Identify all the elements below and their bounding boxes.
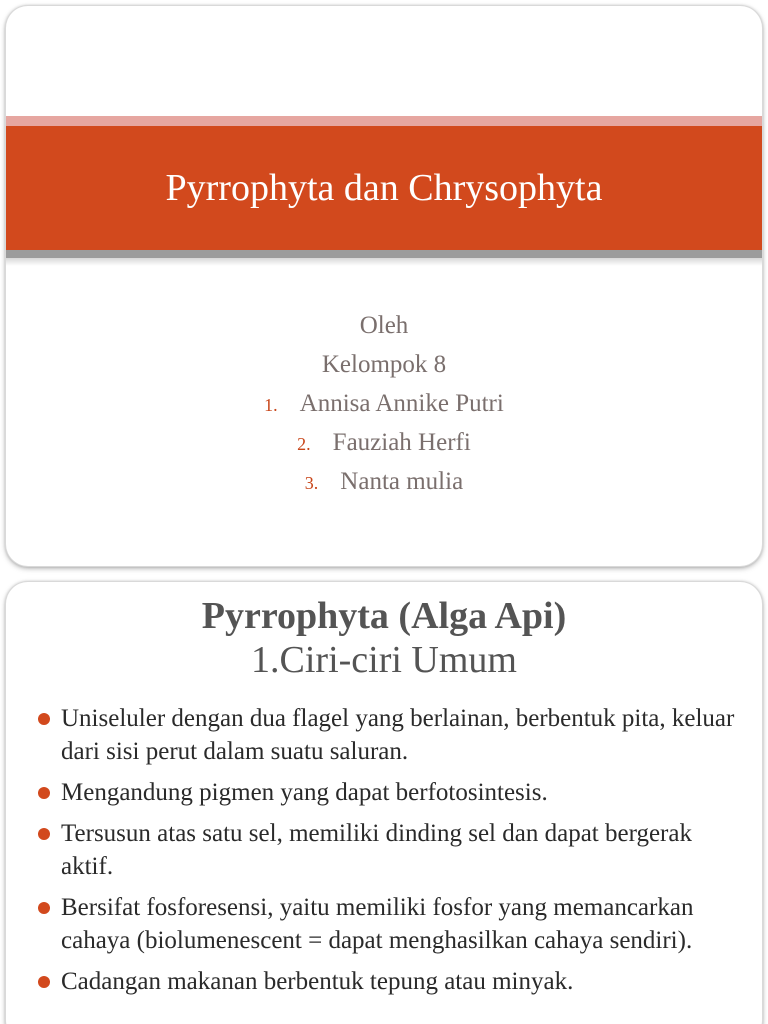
bullet-dot-icon [38,902,50,914]
bullet-dot-icon [38,828,50,840]
authors-block [6,306,762,501]
slide-title: Pyrrophyta dan Chrysophyta [165,167,603,209]
banner-bottom-stripe [6,250,762,258]
list-item [36,776,742,809]
member-item [6,462,762,501]
content-slide [6,582,762,1024]
list-item [36,702,742,768]
title-banner [6,126,762,250]
list-item [36,891,742,957]
by-label: Oleh [359,312,409,339]
bullet-text: Mengandung pigmen yang dapat berfotosintesis. [61,779,548,806]
bullet-text: Uniseluler dengan dua flagel yang berlainan, berbentuk pita, keluar dari sisi perut dalam suatu saluran. [61,705,735,765]
slide-subtitle: 1.Ciri-ciri Umum [251,639,517,681]
slide-heading [6,594,762,682]
bullet-text: Cadangan makanan berbentuk tepung atau minyak. [61,968,574,995]
slide-title: Pyrrophyta (Alga Api) [201,595,567,637]
bullet-dot-icon [38,713,50,725]
member-number: 2. [297,434,311,454]
bullet-dot-icon [38,787,50,799]
member-item [6,384,762,423]
title-slide [6,6,762,566]
list-item [36,965,742,998]
member-name: Fauziah Herfi [332,429,471,456]
bullet-dot-icon [38,976,50,988]
bullet-text: Tersusun atas satu sel, memiliki dinding sel dan dapat bergerak aktif. [61,820,692,880]
member-number: 1. [264,395,278,415]
member-number: 3. [304,473,319,493]
member-name: Annisa Annike Putri [299,390,504,417]
bullet-text: Bersifat fosforesensi, yaitu memiliki fosfor yang memancarkan cahaya (biolumenescent = dapat menghasilkan cahaya sendiri). [61,894,694,954]
member-item [6,423,762,462]
group-label: Kelompok 8 [321,351,447,378]
bullet-list [36,702,742,1006]
banner-top-stripe [6,116,762,126]
banner-shadow [6,258,762,266]
list-item [36,817,742,883]
member-name: Nanta mulia [340,468,464,495]
